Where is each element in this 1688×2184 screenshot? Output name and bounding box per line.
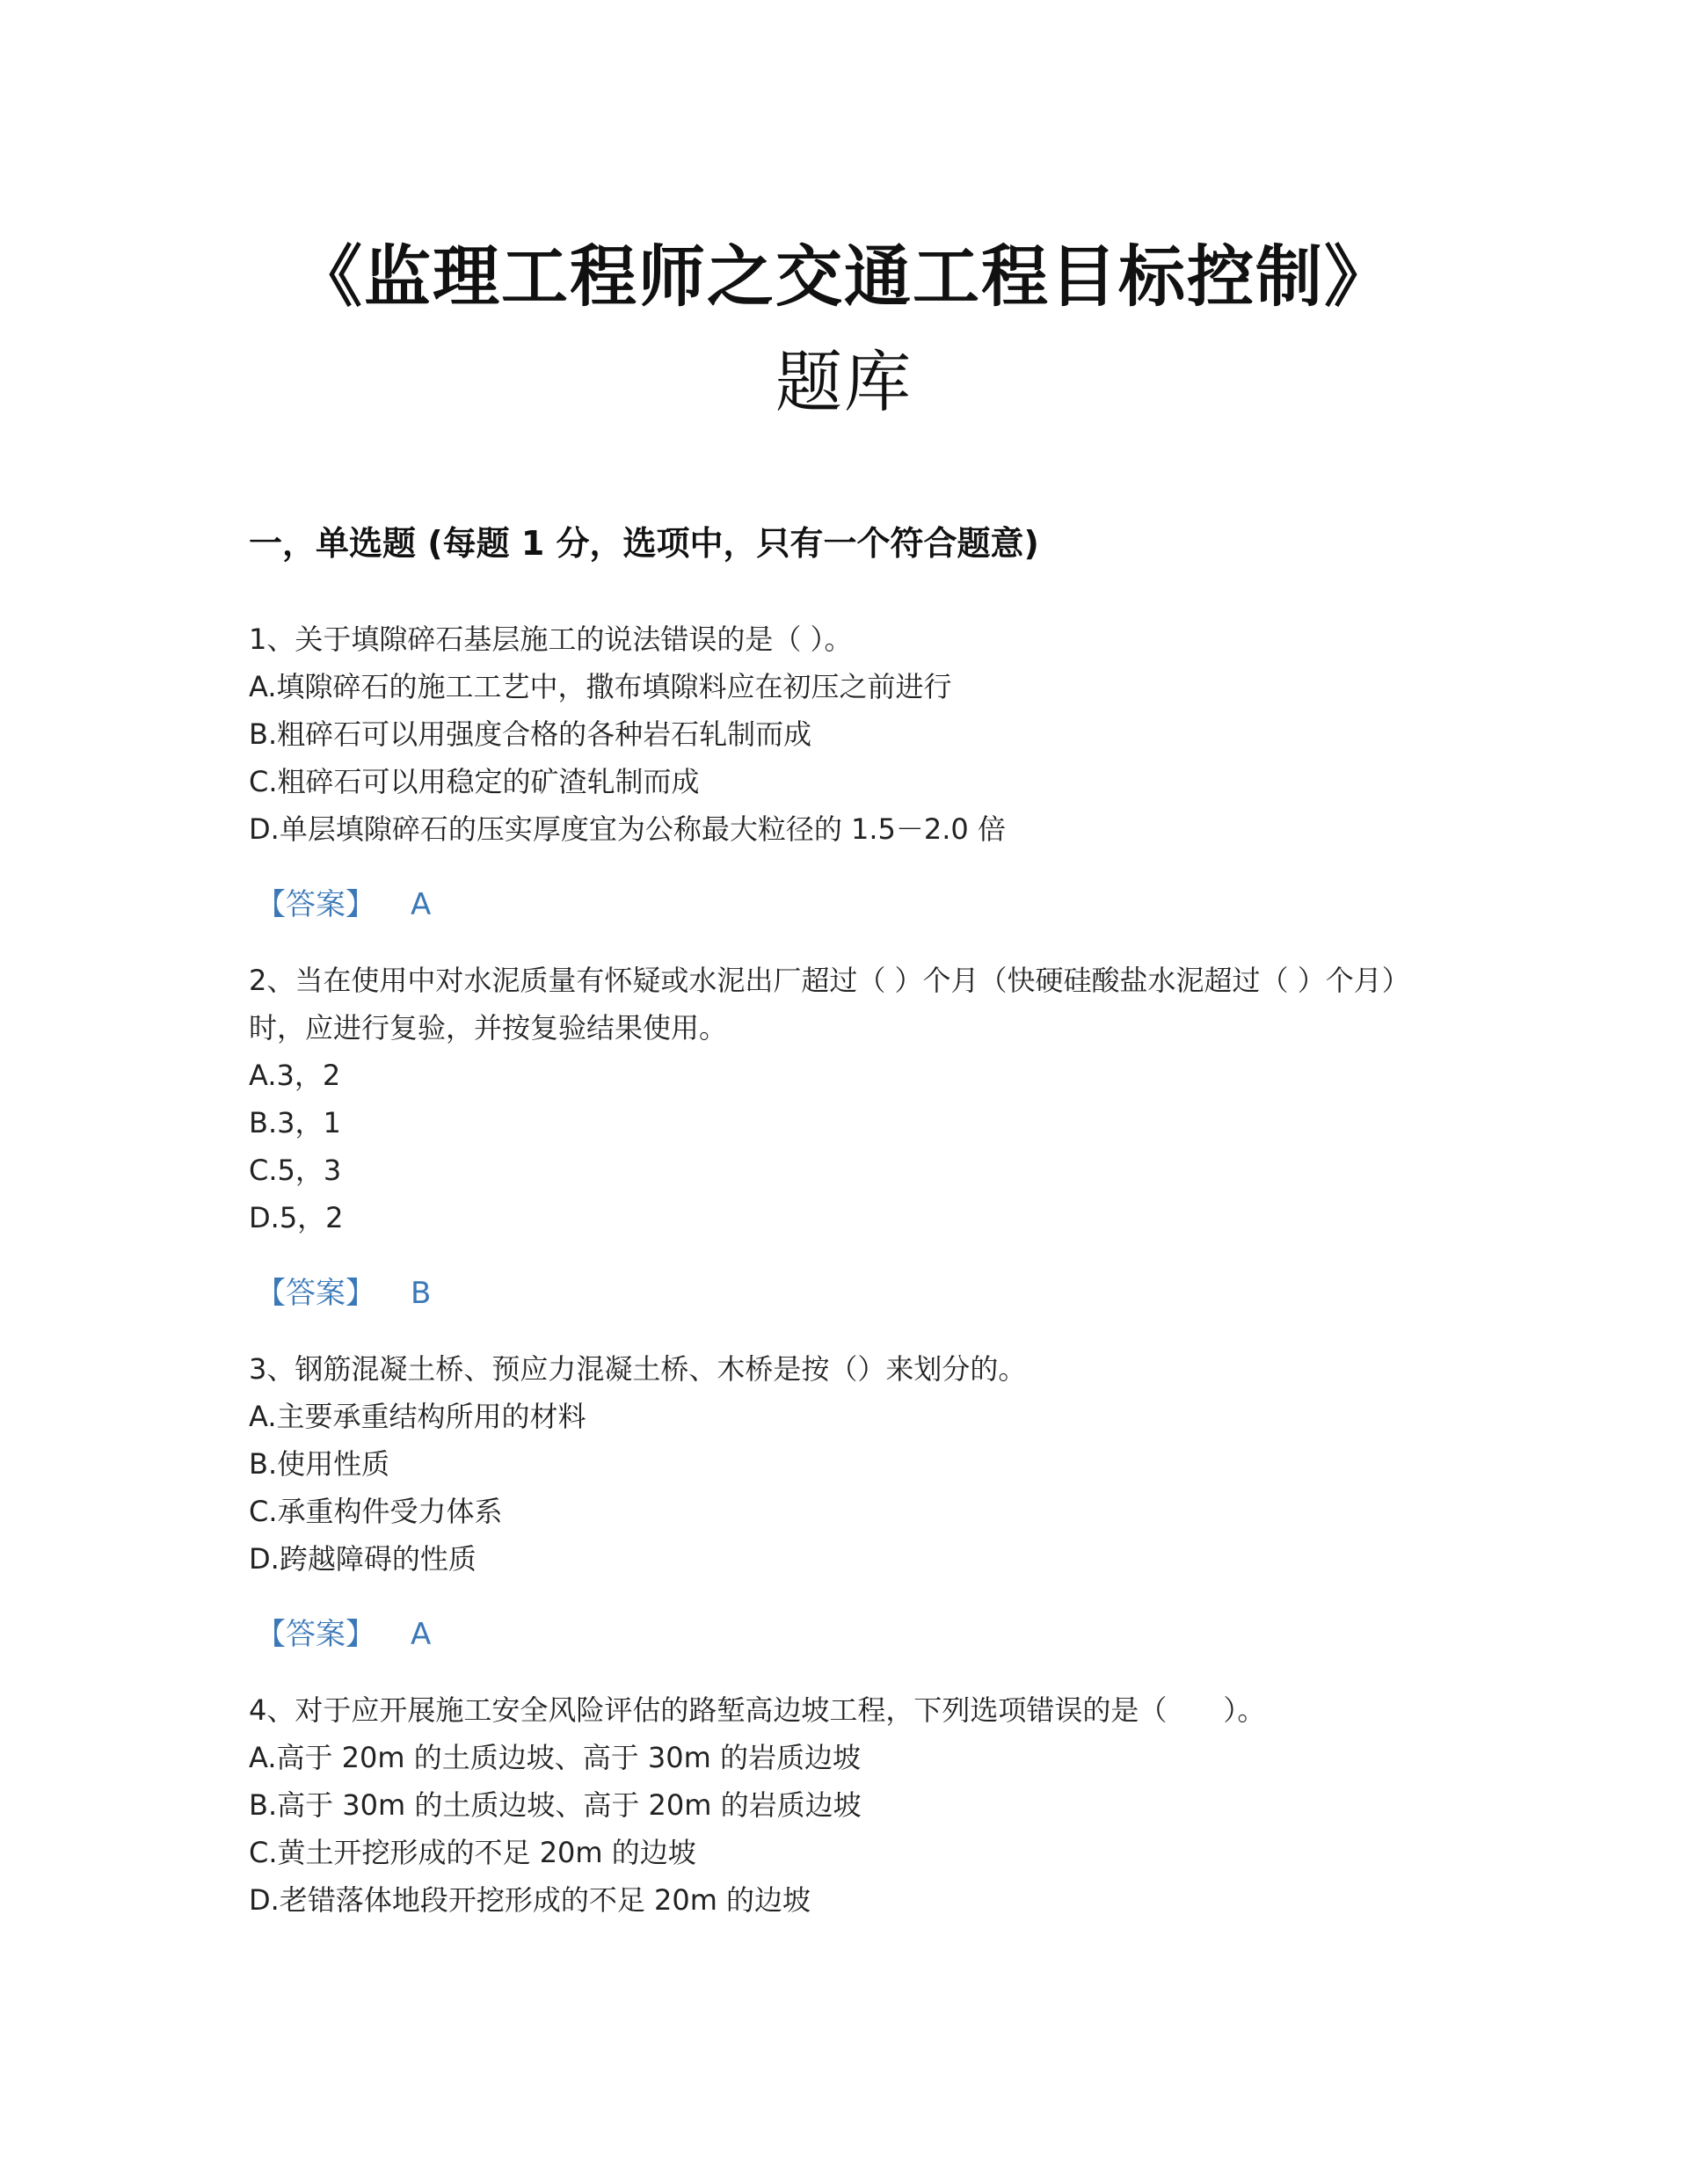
option-b: B.使用性质 [249,1447,390,1481]
option-b: B.高于 30m 的土质边坡、高于 20m 的岩质边坡 [249,1788,862,1822]
option-d: D.跨越障碍的性质 [249,1542,477,1576]
option-a: A.填隙碎石的施工工艺中，撒布填隙料应在初压之前进行 [249,670,952,703]
option-a: A.3，2 [249,1059,341,1092]
question-1 [249,615,1444,928]
answer-label: 【答案】 [256,1617,375,1652]
question-3 [249,1345,1444,1658]
option-d: D.单层填隙碎石的压实厚度宜为公称最大粒径的 1.5－2.0 倍 [249,812,1006,846]
question-4 [249,1686,1444,1924]
option-c: C.承重构件受力体系 [249,1495,503,1528]
question-stem: 2、当在使用中对水泥质量有怀疑或水泥出厂超过（ ）个月（快硬硅酸盐水泥超过（ ）个月）时，应进行复验，并按复验结果使用。 [249,964,1410,1045]
option-c: C.黄土开挖形成的不足 20m 的边坡 [249,1836,696,1869]
answer-value: A [411,1617,432,1652]
title-line-2: 题库 [775,343,913,421]
answer-value: A [411,887,432,922]
option-d: D.5，2 [249,1201,344,1234]
question-list [249,615,1444,1924]
answer-line [249,881,1444,928]
option-d: D.老错落体地段开挖形成的不足 20m 的边坡 [249,1883,811,1917]
option-a: A.主要承重结构所用的材料 [249,1400,586,1433]
answer-line [249,1611,1444,1658]
question-stem: 1、关于填隙碎石基层施工的说法错误的是（ ）。 [249,622,853,656]
option-b: B.3，1 [249,1106,341,1139]
answer-value: B [411,1276,432,1311]
option-c: C.5，3 [249,1154,342,1187]
section-heading: 一，单选题 (每题 1 分，选项中，只有一个符合题意) [249,524,1039,563]
title-line-1: 《监理工程师之交通工程目标控制》 [295,237,1393,316]
answer-label: 【答案】 [256,1276,375,1311]
question-stem: 3、钢筋混凝土桥、预应力混凝土桥、木桥是按（）来划分的。 [249,1352,1027,1386]
option-b: B.粗碎石可以用强度合格的各种岩石轧制而成 [249,717,812,751]
option-a: A.高于 20m 的土质边坡、高于 30m 的岩质边坡 [249,1741,861,1774]
option-c: C.粗碎石可以用稳定的矿渣轧制而成 [249,765,700,798]
document-title [0,224,1688,435]
question-stem: 4、对于应开展施工安全风险评估的路堑高边坡工程，下列选项错误的是（ ）。 [249,1693,1266,1727]
answer-line [249,1270,1444,1317]
question-2 [249,957,1444,1317]
answer-label: 【答案】 [256,887,375,922]
